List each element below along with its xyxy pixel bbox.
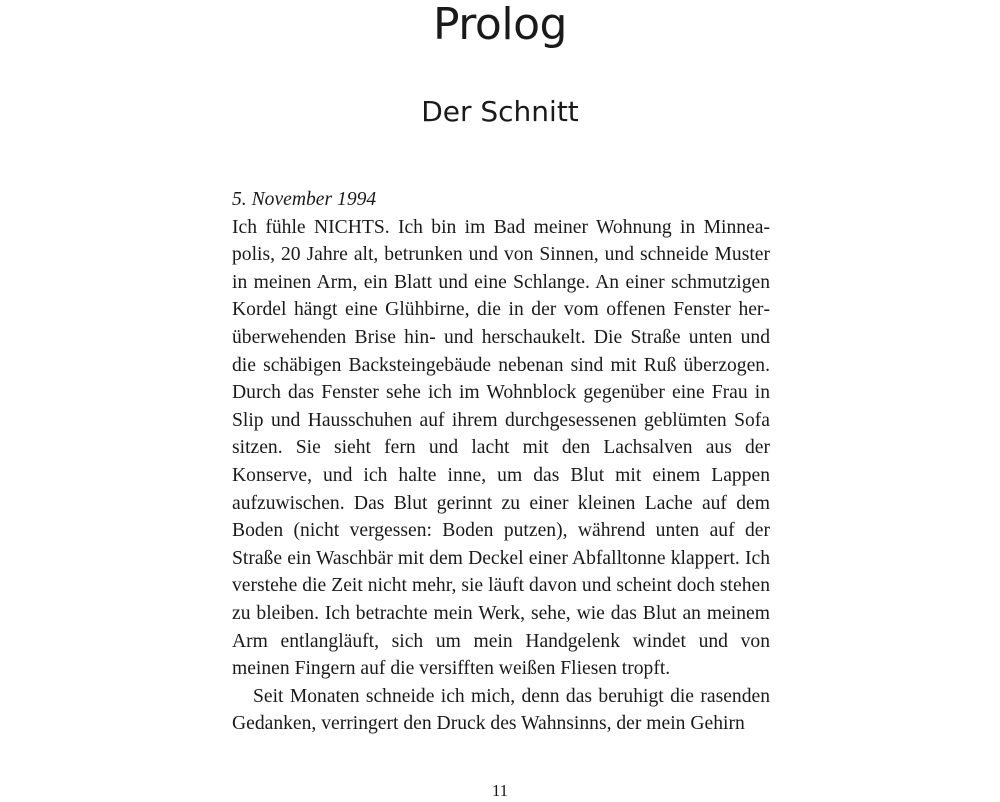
entry-date: 5. November 1994: [232, 189, 377, 210]
chapter-subtitle: Der Schnitt: [421, 95, 579, 128]
chapter-title: Prolog: [433, 0, 567, 50]
paragraph-2: Seit Monaten schneide ich mich, denn das beruhigt die rasenden Gedanken, verringert den Druck des Wahnsinns, der mein Gehirn: [232, 685, 770, 735]
body-text: [232, 186, 770, 738]
page-number: 11: [491, 781, 509, 800]
paragraph-1: Ich fühle NICHTS. Ich bin im Bad meiner Wohnung in Minneapolis, 20 Jahre alt, betrunken und von Sinnen, und schneide Muster in meinen Arm, ein Blatt und eine Schlange. An einer schmutzigen Kordel hängt eine Glühbirne, die in der vom offenen Fenster herüberwehenden Brise hin- und herschaukelt. Die Straße unten und die schäbigen Backsteingebäude nebenan sind mit Ruß überzogen. Durch das Fenster sehe ich im Wohnblock gegenüber eine Frau in Slip und Hausschuhen auf ihrem durchgesessenen geblümten Sofa sitzen. Sie sieht fern und lacht mit den Lachsalven aus der Konserve, und ich halte inne, um das Blut mit einem Lappen aufzuwischen. Das Blut gerinnt zu einer kleinen Lache auf dem Boden (nicht vergessen: Boden putzen), während unten auf der Straße ein Waschbär mit dem Deckel einer Abfalltonne klappert. Ich verstehe die Zeit nicht mehr, sie läuft davon und scheint doch stehen zu bleiben. Ich betrachte mein Werk, sehe, wie das Blut an meinem Arm entlangläuft, sich um mein Handgelenk windet und von meinen Fingern auf die versifften weißen Fliesen tropft.: [232, 216, 770, 680]
